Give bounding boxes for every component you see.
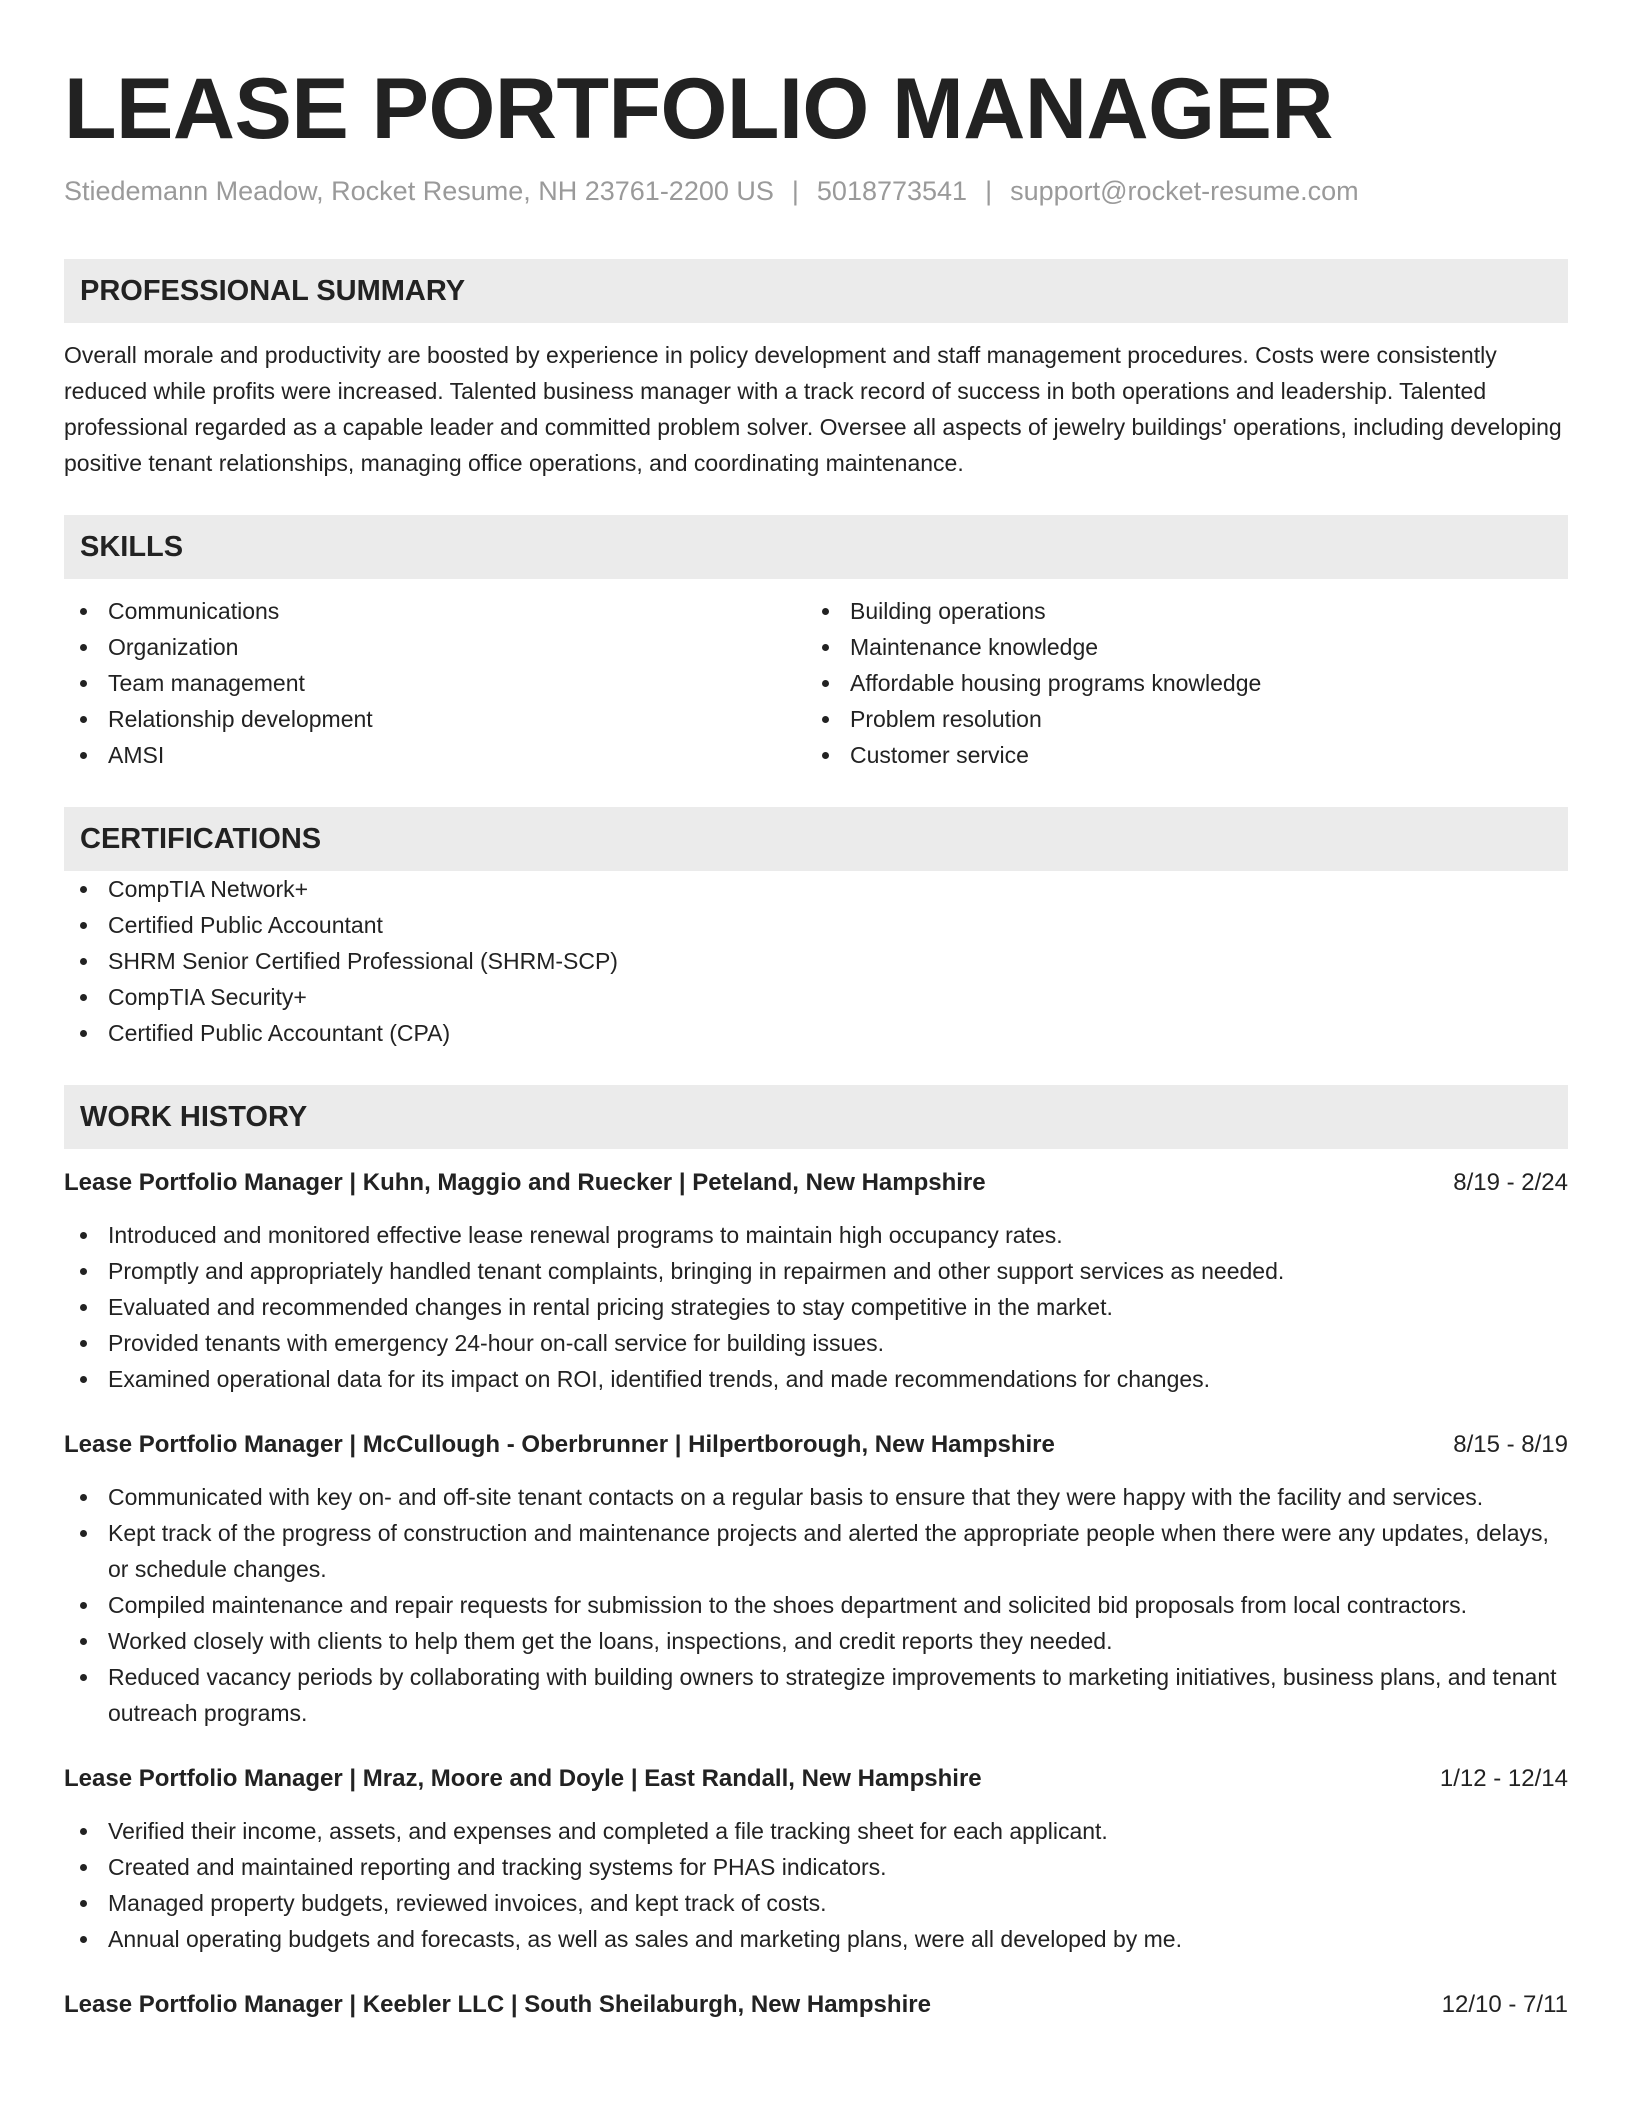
candidate-name: LEASE PORTFOLIO MANAGER — [64, 61, 1333, 157]
job-bullet: Compiled maintenance and repair requests for submission to the shoes department and solicited bid proposals from local contractors. — [64, 1587, 1568, 1623]
job-bullet: Managed property budgets, reviewed invoices, and kept track of costs. — [64, 1885, 1568, 1921]
certification-item: CompTIA Security+ — [64, 979, 1568, 1015]
work-history-heading: WORK HISTORY — [64, 1085, 1568, 1149]
job-title: Lease Portfolio Manager | Mraz, Moore and Doyle | East Randall, New Hampshire — [64, 1765, 982, 1792]
contact-separator: | — [985, 176, 993, 206]
certifications-heading: CERTIFICATIONS — [64, 807, 1568, 871]
job-bullet: Introduced and monitored effective lease renewal programs to maintain high occupancy rates. — [64, 1217, 1568, 1253]
job-title: Lease Portfolio Manager | McCullough - Oberbrunner | Hilpertborough, New Hampshire — [64, 1431, 1055, 1458]
skill-item: Organization — [64, 629, 806, 665]
job-entry — [64, 1987, 1568, 2023]
job-bullet: Provided tenants with emergency 24-hour on-call service for building issues. — [64, 1325, 1568, 1361]
job-bullets — [64, 1813, 1568, 1957]
job-header — [64, 1427, 1568, 1463]
skills-heading: SKILLS — [64, 515, 1568, 579]
job-dates: 1/12 - 12/14 — [1439, 1765, 1568, 1792]
job-bullet: Kept track of the progress of construction and maintenance projects and alerted the appropriate people when there were any updates, delays, or schedule changes. — [64, 1515, 1568, 1587]
skills-list-right — [806, 593, 1548, 773]
job-dates: 8/15 - 8/19 — [1453, 1431, 1568, 1458]
job-bullet: Promptly and appropriately handled tenant complaints, bringing in repairmen and other support services as needed. — [64, 1253, 1568, 1289]
certification-item: SHRM Senior Certified Professional (SHRM-SCP) — [64, 943, 1568, 979]
skill-item: Affordable housing programs knowledge — [806, 665, 1548, 701]
job-dates: 12/10 - 7/11 — [1441, 1991, 1568, 2018]
skills-list-left — [64, 593, 806, 773]
skill-item: AMSI — [64, 737, 806, 773]
summary-heading: PROFESSIONAL SUMMARY — [64, 259, 1568, 323]
job-bullet: Examined operational data for its impact on ROI, identified trends, and made recommendations for changes. — [64, 1361, 1568, 1397]
skill-item: Customer service — [806, 737, 1548, 773]
job-bullet: Verified their income, assets, and expenses and completed a file tracking sheet for each applicant. — [64, 1813, 1568, 1849]
job-bullets — [64, 1217, 1568, 1397]
skill-item: Maintenance knowledge — [806, 629, 1548, 665]
contact-address: Stiedemann Meadow, Rocket Resume, NH 23761-2200 US — [64, 176, 774, 206]
job-bullet: Annual operating budgets and forecasts, as well as sales and marketing plans, were all developed by me. — [64, 1921, 1568, 1957]
skill-item: Team management — [64, 665, 806, 701]
job-bullet: Evaluated and recommended changes in rental pricing strategies to stay competitive in the market. — [64, 1289, 1568, 1325]
contact-line — [64, 176, 1568, 207]
skills-column-right — [806, 593, 1548, 773]
skills-column-left — [64, 593, 806, 773]
job-bullet: Created and maintained reporting and tracking systems for PHAS indicators. — [64, 1849, 1568, 1885]
contact-phone: 5018773541 — [816, 176, 968, 206]
certifications-list — [64, 871, 1568, 1051]
skill-item: Building operations — [806, 593, 1548, 629]
skill-item: Problem resolution — [806, 701, 1548, 737]
job-bullet: Reduced vacancy periods by collaborating with building owners to strategize improvements to marketing initiatives, business plans, and tenant outreach programs. — [64, 1659, 1568, 1731]
job-entry — [64, 1165, 1568, 1397]
summary-text: Overall morale and productivity are boosted by experience in policy development and staff management procedures. Costs were consistently reduced while profits were increased. Talented business manager with a track record of success in both operations and leadership. Talented professional regarded as a capable leader and committed problem solver. Oversee all aspects of jewelry buildings' operations, including developing positive tenant relationships, managing office operations, and coordinating maintenance. — [64, 342, 1562, 476]
skills-grid — [64, 593, 1568, 773]
certification-item: Certified Public Accountant (CPA) — [64, 1015, 1568, 1051]
job-entry — [64, 1761, 1568, 1957]
job-bullet: Worked closely with clients to help them get the loans, inspections, and credit reports they needed. — [64, 1623, 1568, 1659]
contact-separator: | — [791, 176, 799, 206]
job-entry — [64, 1427, 1568, 1731]
job-header — [64, 1761, 1568, 1797]
job-bullet: Communicated with key on- and off-site tenant contacts on a regular basis to ensure that they were happy with the facility and services. — [64, 1479, 1568, 1515]
job-bullets — [64, 1479, 1568, 1731]
job-header — [64, 1165, 1568, 1201]
contact-email: support@rocket-resume.com — [1010, 176, 1359, 206]
job-header — [64, 1987, 1568, 2023]
certification-item: Certified Public Accountant — [64, 907, 1568, 943]
job-dates: 8/19 - 2/24 — [1453, 1169, 1568, 1196]
skill-item: Communications — [64, 593, 806, 629]
certification-item: CompTIA Network+ — [64, 871, 1568, 907]
skill-item: Relationship development — [64, 701, 806, 737]
job-title: Lease Portfolio Manager | Keebler LLC | South Sheilaburgh, New Hampshire — [64, 1991, 931, 2018]
job-title: Lease Portfolio Manager | Kuhn, Maggio and Ruecker | Peteland, New Hampshire — [64, 1169, 986, 1196]
